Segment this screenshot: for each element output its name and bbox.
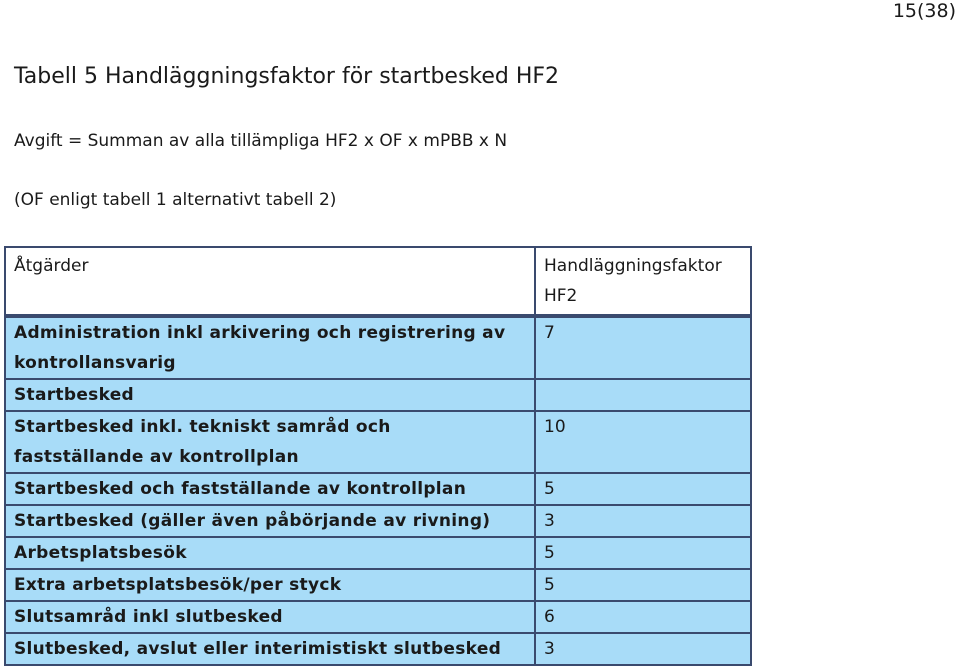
table-title: Tabell 5 Handläggningsfaktor för startbesked HF2: [14, 64, 560, 89]
table-row: [5, 601, 751, 633]
header-action: Åtgärder: [5, 247, 535, 316]
row-factor: 3: [535, 505, 751, 537]
row-action: Arbetsplatsbesök: [5, 537, 535, 569]
table-row: [5, 473, 751, 505]
table-row: [5, 633, 751, 665]
row-factor: 10: [535, 411, 751, 473]
table-row: [5, 316, 751, 379]
row-action: Slutsamråd inkl slutbesked: [5, 601, 535, 633]
row-factor: 5: [535, 569, 751, 601]
table-row: [5, 411, 751, 473]
row-action: Startbesked: [5, 379, 535, 411]
table-row: [5, 505, 751, 537]
table-row: [5, 537, 751, 569]
table-row: [5, 379, 751, 411]
header-factor: Handläggningsfaktor HF2: [535, 247, 751, 316]
row-factor: 5: [535, 537, 751, 569]
row-factor: 3: [535, 633, 751, 665]
formula-note: (OF enligt tabell 1 alternativt tabell 2): [14, 190, 337, 210]
row-action: Extra arbetsplatsbesök/per styck: [5, 569, 535, 601]
fee-formula: Avgift = Summan av alla tillämpliga HF2 x OF x mPBB x N: [14, 131, 508, 151]
row-action: Startbesked inkl. tekniskt samråd och fastställande av kontrollplan: [5, 411, 535, 473]
row-factor: 7: [535, 316, 751, 379]
row-action: Startbesked (gäller även påbörjande av rivning): [5, 505, 535, 537]
table-row: [5, 569, 751, 601]
row-action: Startbesked och fastställande av kontrollplan: [5, 473, 535, 505]
page-number: 15(38): [892, 0, 956, 22]
row-action: Administration inkl arkivering och registrering av kontrollansvarig: [5, 316, 535, 379]
row-factor: 5: [535, 473, 751, 505]
row-action: Slutbesked, avslut eller interimistiskt slutbesked: [5, 633, 535, 665]
row-factor: 6: [535, 601, 751, 633]
row-factor: [535, 379, 751, 411]
table-header-row: [5, 247, 751, 316]
fee-table: [4, 246, 752, 666]
